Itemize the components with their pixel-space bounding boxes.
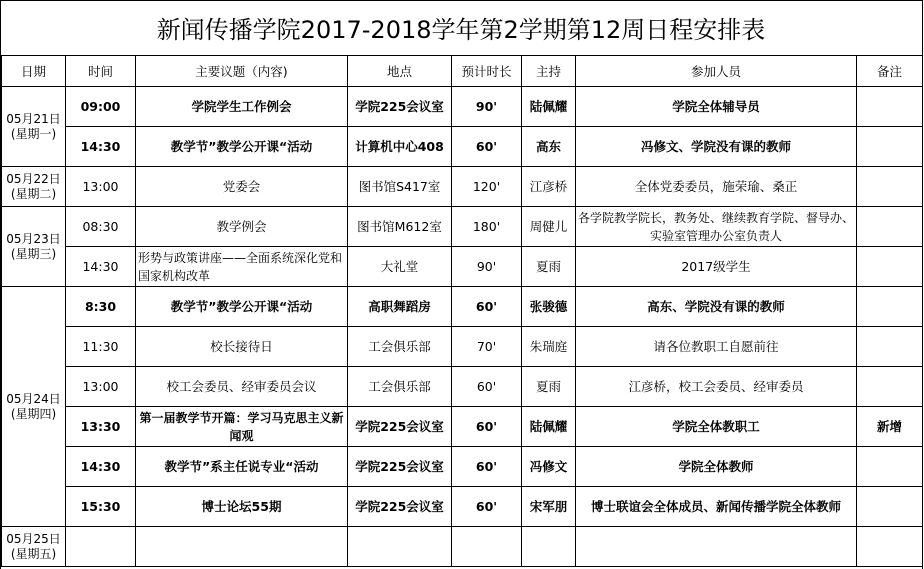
duration-cell: 60'	[452, 407, 522, 447]
topic-cell: 党委会	[136, 167, 348, 207]
date-cell	[2, 287, 66, 527]
note-cell	[857, 287, 923, 327]
time-cell: 13:00	[66, 367, 136, 407]
place-cell: 高职舞蹈房	[348, 287, 452, 327]
time-cell: 08:30	[66, 207, 136, 247]
date-cell	[2, 87, 66, 167]
note-cell	[857, 527, 923, 567]
table-row	[2, 287, 923, 327]
topic-cell: 教学节”教学公开课“活动	[136, 127, 348, 167]
duration-cell: 90'	[452, 87, 522, 127]
attendees-cell: 冯修文、学院没有课的教师	[576, 127, 857, 167]
time-cell: 15:30	[66, 487, 136, 527]
attendees-cell: 学院全体辅导员	[576, 87, 857, 127]
host-cell: 周健儿	[522, 207, 576, 247]
table-row	[2, 167, 923, 207]
table-row	[2, 207, 923, 247]
duration-cell: 70'	[452, 327, 522, 367]
table-row	[2, 527, 923, 567]
note-cell	[857, 207, 923, 247]
table-row	[2, 87, 923, 127]
host-cell: 夏雨	[522, 367, 576, 407]
topic-cell	[136, 527, 348, 567]
table-row	[2, 127, 923, 167]
topic-cell: 博士论坛55期	[136, 487, 348, 527]
table-row	[2, 327, 923, 367]
date-cell	[2, 527, 66, 567]
time-cell: 13:00	[66, 167, 136, 207]
date-text: 05月22日	[6, 171, 61, 186]
topic-cell: 教学节”教学公开课“活动	[136, 287, 348, 327]
note-cell: 新增	[857, 407, 923, 447]
weekday-text: (星期一)	[10, 126, 57, 141]
host-cell: 江彦桥	[522, 167, 576, 207]
header-row	[2, 56, 923, 87]
host-cell: 张骏德	[522, 287, 576, 327]
time-cell: 8:30	[66, 287, 136, 327]
header-duration: 预计时长	[452, 56, 522, 87]
header-attendees: 参加人员	[576, 56, 857, 87]
note-cell	[857, 167, 923, 207]
time-cell: 11:30	[66, 327, 136, 367]
time-cell: 14:30	[66, 247, 136, 287]
duration-cell: 60'	[452, 287, 522, 327]
date-text: 05月21日	[6, 111, 61, 126]
place-cell: 工会俱乐部	[348, 327, 452, 367]
note-cell	[857, 247, 923, 287]
attendees-cell	[576, 527, 857, 567]
header-host: 主持	[522, 56, 576, 87]
date-text: 05月25日	[6, 531, 61, 546]
note-cell	[857, 487, 923, 527]
time-cell: 14:30	[66, 127, 136, 167]
header-time: 时间	[66, 56, 136, 87]
date-text: 05月23日	[6, 231, 61, 246]
host-cell: 夏雨	[522, 247, 576, 287]
place-cell: 学院225会议室	[348, 407, 452, 447]
duration-cell: 60'	[452, 127, 522, 167]
note-cell	[857, 367, 923, 407]
attendees-cell: 高东、学院没有课的教师	[576, 287, 857, 327]
table-row	[2, 487, 923, 527]
table-row	[2, 447, 923, 487]
weekday-text: (星期三)	[10, 246, 57, 261]
host-cell: 陆佩耀	[522, 407, 576, 447]
time-cell: 09:00	[66, 87, 136, 127]
header-place: 地点	[348, 56, 452, 87]
topic-cell: 教学节”系主任说专业“活动	[136, 447, 348, 487]
attendees-cell: 请各位教职工自愿前往	[576, 327, 857, 367]
attendees-cell: 学院全体教师	[576, 447, 857, 487]
note-cell	[857, 327, 923, 367]
date-cell	[2, 207, 66, 287]
attendees-cell: 各学院教学院长，教务处、继续教育学院、督导办、实验室管理办公室负责人	[576, 207, 857, 247]
date-text: 05月24日	[6, 391, 61, 406]
host-cell: 陆佩耀	[522, 87, 576, 127]
table-row	[2, 367, 923, 407]
topic-cell: 校长接待日	[136, 327, 348, 367]
duration-cell	[452, 527, 522, 567]
header-topic: 主要议题（内容)	[136, 56, 348, 87]
place-cell	[348, 527, 452, 567]
weekday-text: (星期五)	[10, 546, 57, 561]
place-cell: 图书馆M612室	[348, 207, 452, 247]
topic-cell: 第一届教学节开篇：学习马克思主义新闻观	[136, 407, 348, 447]
host-cell	[522, 527, 576, 567]
topic-cell: 教学例会	[136, 207, 348, 247]
place-cell: 学院225会议室	[348, 87, 452, 127]
time-cell	[66, 527, 136, 567]
note-cell	[857, 447, 923, 487]
time-cell: 13:30	[66, 407, 136, 447]
weekday-text: (星期二)	[10, 186, 57, 201]
note-cell	[857, 127, 923, 167]
sheet-title: 新闻传播学院2017-2018学年第2学期第12周日程安排表	[0, 0, 922, 56]
host-cell: 朱瑞庭	[522, 327, 576, 367]
place-cell: 学院225会议室	[348, 487, 452, 527]
host-cell: 冯修文	[522, 447, 576, 487]
duration-cell: 180'	[452, 207, 522, 247]
duration-cell: 60'	[452, 487, 522, 527]
header-date: 日期	[2, 56, 66, 87]
place-cell: 大礼堂	[348, 247, 452, 287]
attendees-cell: 2017级学生	[576, 247, 857, 287]
weekday-text: (星期四)	[10, 406, 57, 421]
date-cell	[2, 167, 66, 207]
header-note: 备注	[857, 56, 923, 87]
place-cell: 工会俱乐部	[348, 367, 452, 407]
host-cell: 宋军朋	[522, 487, 576, 527]
duration-cell: 60'	[452, 447, 522, 487]
attendees-cell: 博士联谊会全体成员、新闻传播学院全体教师	[576, 487, 857, 527]
host-cell: 高东	[522, 127, 576, 167]
table-row	[2, 407, 923, 447]
place-cell: 学院225会议室	[348, 447, 452, 487]
topic-cell: 校工会委员、经审委员会议	[136, 367, 348, 407]
attendees-cell: 全体党委委员，施荣瑜、桑正	[576, 167, 857, 207]
duration-cell: 90'	[452, 247, 522, 287]
table-row	[2, 247, 923, 287]
place-cell: 图书馆S417室	[348, 167, 452, 207]
topic-cell: 形势与政策讲座——全面系统深化党和国家机构改革	[136, 247, 348, 287]
duration-cell: 60'	[452, 367, 522, 407]
schedule-table	[1, 55, 923, 567]
duration-cell: 120'	[452, 167, 522, 207]
time-cell: 14:30	[66, 447, 136, 487]
attendees-cell: 学院全体教职工	[576, 407, 857, 447]
note-cell	[857, 87, 923, 127]
topic-cell: 学院学生工作例会	[136, 87, 348, 127]
attendees-cell: 江彦桥，校工会委员、经审委员	[576, 367, 857, 407]
place-cell: 计算机中心408	[348, 127, 452, 167]
